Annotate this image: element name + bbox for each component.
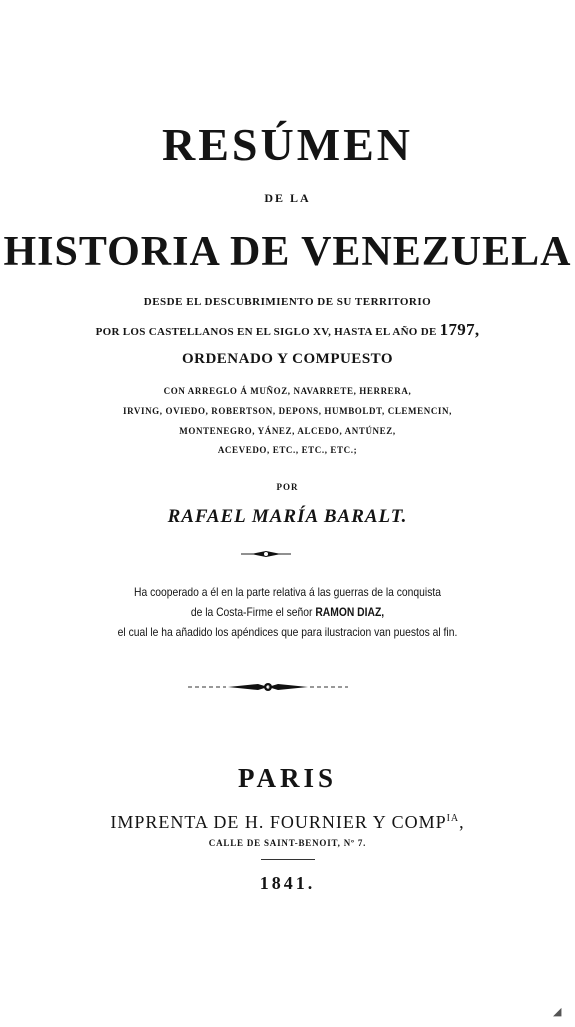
book-subject: HISTORIA DE VENEZUELA: [3, 229, 572, 275]
scope-line-2: [0, 320, 575, 340]
printer-abbrev: IA: [446, 813, 460, 824]
collaboration-line-2-text: de la Costa-Firme el señor: [190, 605, 313, 619]
printer-address: CALLE DE SAINT-BENOIT, Nº 7.: [208, 838, 367, 848]
small-ornament: [241, 550, 291, 558]
sources-line-2: IRVING, OVIEDO, ROBERTSON, DEPONS, HUMBOLDT, CLEMENCIN,: [123, 406, 452, 416]
author-name: RAFAEL MARÍA BARALT.: [167, 506, 408, 527]
sources-line-3: MONTENEGRO, YÁNEZ, ALCEDO, ANTÚNEZ,: [179, 426, 396, 436]
collaboration-line-3: el cual le ha añadido los apéndices que para ilustracion van puestos al fin.: [117, 625, 458, 639]
printer-name: IMPRENTA DE H. FOURNIER Y COMP: [110, 812, 447, 832]
collaboration-line-1: Ha cooperado a él en la parte relativa á las guerras de la conquista: [134, 585, 441, 599]
by-line: POR: [276, 482, 299, 492]
title-connector: DE LA: [264, 191, 311, 205]
sources-line-1: CON ARREGLO Á MUÑOZ, NAVARRETE, HERRERA,: [163, 386, 412, 396]
scope-line-2-text: POR LOS CASTELLANOS EN EL SIGLO XV, HASTA EL AÑO DE: [95, 326, 437, 338]
imprint-city: PARIS: [237, 763, 337, 793]
printer-line: [0, 812, 575, 833]
sources-line-4: ACEVEDO, ETC., ETC., ETC.;: [217, 445, 358, 455]
method-line: ORDENADO Y COMPUESTO: [181, 351, 394, 367]
book-title: RESÚMEN: [161, 119, 414, 170]
corner-mark-icon: ◢: [553, 1006, 562, 1018]
divider-rule: [261, 859, 315, 860]
collaborator-name: RAMON DIAZ,: [315, 605, 385, 619]
large-ornament: [188, 681, 348, 693]
publication-year: 1841.: [259, 873, 316, 893]
printer-comma: ,: [459, 812, 465, 832]
collaboration-line-2: [40, 602, 535, 622]
scope-year: 1797,: [439, 320, 480, 339]
scope-line-1: DESDE EL DESCUBRIMIENTO DE SU TERRITORIO: [143, 296, 432, 308]
